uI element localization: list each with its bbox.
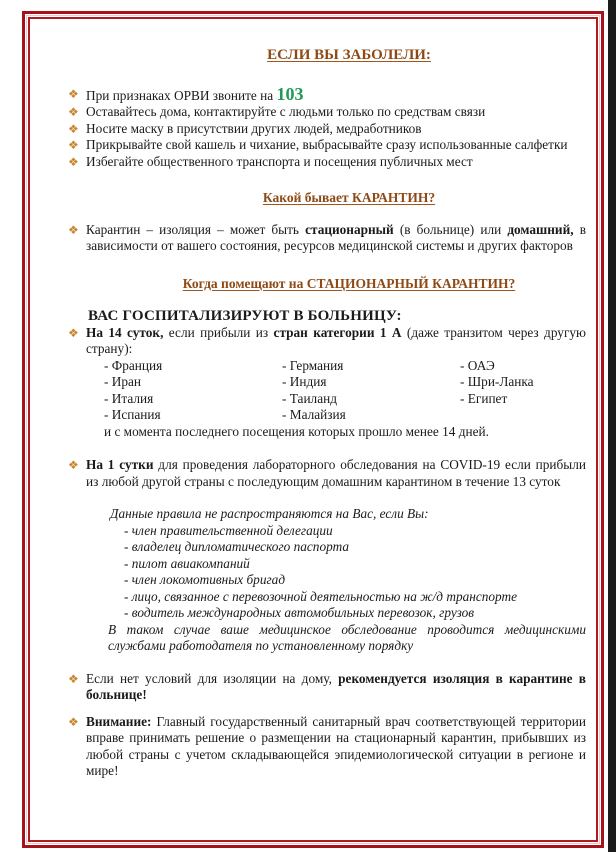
exception-item: - водитель международных автомобильных перевозок, грузов (124, 605, 474, 620)
country: - Иран (104, 374, 142, 389)
country: - Шри-Ланка (460, 374, 534, 389)
exceptions-intro: Данные правила не распространяются на Вас, если Вы: (110, 506, 429, 521)
country: - Малайзия (282, 407, 346, 422)
bullet-icon: ❖ (68, 105, 79, 119)
list-item: ❖ Прикрывайте свой кашель и чихание, выбрасывайте сразу использованные салфетки (68, 137, 568, 152)
section-heading-sick: ЕСЛИ ВЫ ЗАБОЛЕЛИ: (267, 47, 431, 63)
exception-item: - лицо, связанное с перевозочной деятельностью на ж/д транспорте (124, 588, 518, 604)
section-heading-quarantine-types: Какой бывает КАРАНТИН? (262, 190, 436, 205)
bullet-icon: ❖ (68, 86, 79, 101)
list-item-attention: ❖ Внимание: Главный государственный санитарный врач соответствующей территории вправе принимать решение о размещении на стационарный карантин, прибывших из любой страны с учетом складывающейся эпидемиологической ситуации в регионе и мире! (68, 713, 586, 778)
bullet-icon: ❖ (68, 714, 79, 729)
bullet-icon: ❖ (68, 121, 79, 136)
country: - ОАЭ (460, 357, 495, 373)
country: - Испания (104, 407, 161, 422)
countries-grid (104, 358, 586, 424)
bullet-icon: ❖ (68, 154, 79, 169)
country: - Египет (460, 390, 508, 406)
countries-note: и с момента последнего посещения которых прошло менее 14 дней. (104, 423, 489, 439)
country: - Таиланд (282, 390, 337, 406)
list-item: ❖ Носите маску в присутствии других людей, медработников (68, 120, 422, 136)
list-item: ❖ При признаках ОРВИ звоните на 103 (68, 83, 304, 104)
hospitalization-subheading: ВАС ГОСПИТАЛИЗИРУЮТ В БОЛЬНИЦУ: (88, 308, 402, 324)
exception-item: - член правительственной делегации (124, 522, 333, 538)
section-heading-hospital-quarantine: Когда помещают на СТАЦИОНАРНЫЙ КАРАНТИН? (182, 275, 516, 291)
list-item-14-days: ❖ На 14 суток, если прибыли из стран категории 1 А (даже транзитом через другую страну): (68, 324, 586, 356)
sick-list (66, 83, 586, 171)
list-item: ❖ Оставайтесь дома, контактируйте с людьми только по средствам связи (68, 104, 486, 119)
bullet-icon: ❖ (68, 458, 79, 472)
exception-item: - пилот авиакомпаний (124, 555, 250, 571)
list-item: ❖ Избегайте общественного транспорта и посещения публичных мест (68, 153, 473, 169)
exceptions-conclusion: В таком случае ваше медицинское обследование проводится медицинскими службами работодателя по установленному порядку (108, 621, 586, 653)
bullet-icon: ❖ (68, 671, 79, 686)
country: - Германия (282, 357, 344, 373)
document-body (66, 36, 586, 780)
phone-number: 103 (276, 83, 304, 104)
list-item-home-isolation: ❖ Если нет условий для изоляции на дому, рекомендуется изоляция в карантине в больнице! (68, 670, 586, 702)
exception-item: - член локомотивных бригад (124, 572, 286, 587)
exception-item: - владелец дипломатического паспорта (124, 539, 349, 554)
country (460, 407, 610, 424)
page-edge (608, 0, 616, 852)
bullet-icon: ❖ (68, 325, 79, 340)
quarantine-definition: ❖ Карантин – изоляция – может быть стационарный (в больнице) или домашний, в зависимости от вашего состояния, ресурсов медицинской системы и других факторов (68, 221, 586, 253)
list-item-1-day: ❖ На 1 сутки для проведения лабораторного обследования на COVID-19 если прибыли из любой другой страны с последующим домашним карантином в течение 13 суток (68, 457, 586, 489)
country: - Индия (282, 374, 327, 389)
bullet-icon: ❖ (68, 138, 79, 152)
exceptions-block (110, 506, 586, 655)
country: - Франция (104, 357, 163, 373)
bullet-icon: ❖ (68, 222, 79, 237)
country: - Италия (104, 390, 154, 406)
